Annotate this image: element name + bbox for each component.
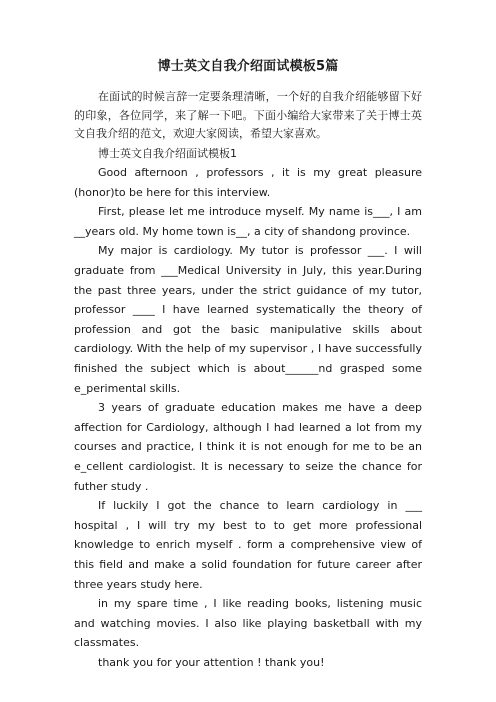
- intro-paragraph: 在面试的时候言辞一定要条理清晰，一个好的自我介绍能够留下好的印象，各位同学，来了解一下吧。下面小编给大家带来了关于博士英文自我介绍的范文，欢迎大家阅读，希望大家喜欢。: [74, 90, 422, 140]
- section-heading: 博士英文自我介绍面试模板1: [98, 146, 237, 160]
- paragraph-self-introduction: First, please let me introduce myself. My name is___, I am __years old. My home town is__, a city of shandong province.: [74, 205, 422, 238]
- paragraph-greeting: Good afternoon , professors , it is my great pleasure (honor)to be here for this interview.: [74, 166, 422, 199]
- paragraph-future-plan: If luckily I got the chance to learn cardiology in ___ hospital , I will try my best to to get more professional knowledge to enrich myself . form a comprehensive view of this field and make a solid foundation for future career after three years study here.: [74, 499, 422, 591]
- paragraph-graduate-education: 3 years of graduate education makes me have a deep affection for Cardiology, although I had learned a lot from my courses and practice, I think it is not enough for me to be an e_cellent cardiologist. It is necessary to seize the chance for futher study .: [74, 401, 422, 493]
- paragraph-closing: thank you for your attention ! thank you!: [98, 655, 325, 669]
- paragraph-hobbies: in my spare time , I like reading books, listening music and watching movies. I also like playing basketball with my classmates.: [74, 597, 422, 650]
- document-title: 博士英文自我介绍面试模板5篇: [157, 59, 339, 74]
- paragraph-major: My major is cardiology. My tutor is professor ___. I will graduate from ___Medical University in July, this year.During the past three years, under the strict guidance of my tutor, professor ____ I have learned systematically the theory of profession and got the basic manipulative skills about cardiology. With the help of my supervisor , I have successfully finished the subject which is about______nd grasped some e_perimental skills.: [74, 244, 422, 395]
